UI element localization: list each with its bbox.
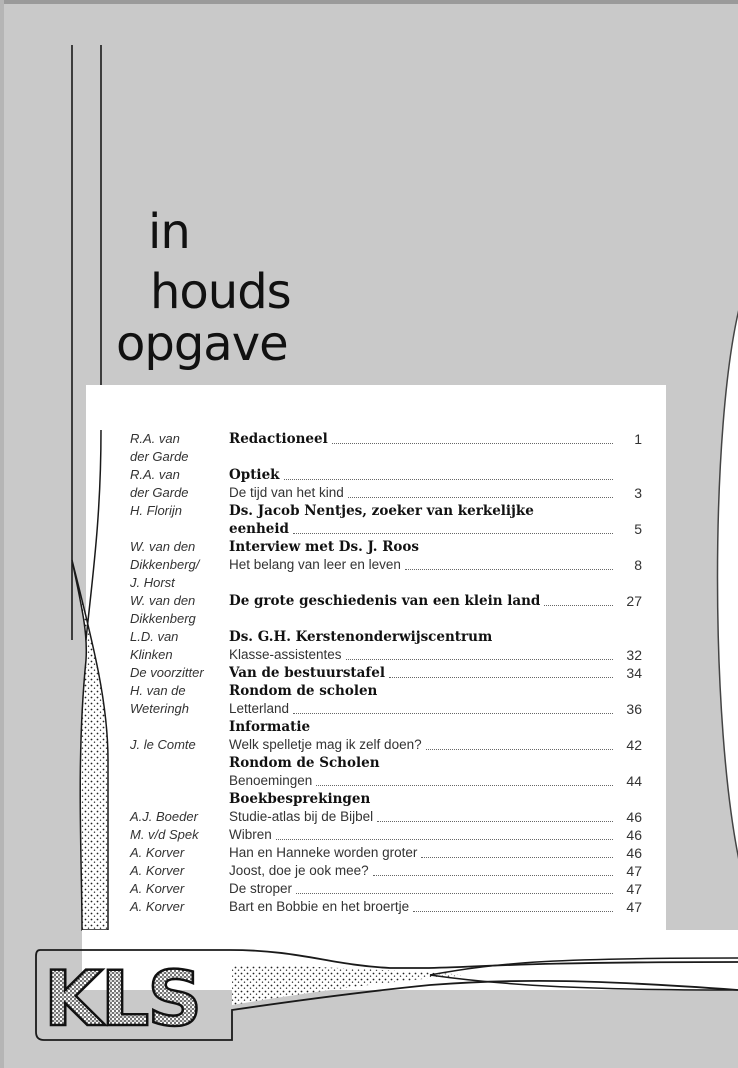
toc-row — [110, 520, 666, 538]
toc-author: A. Korver — [130, 899, 185, 914]
toc-entry-title: Redactioneel — [229, 431, 328, 447]
toc-page-number: 46 — [626, 809, 642, 825]
toc-entry-title: Optiek — [229, 467, 280, 483]
toc-row — [110, 592, 666, 610]
toc-entry — [229, 646, 613, 664]
toc-row — [110, 772, 666, 790]
toc-row — [110, 484, 666, 502]
dot-leader — [421, 856, 613, 858]
toc-page-number: 42 — [626, 737, 642, 753]
toc-row — [110, 682, 666, 700]
toc-entry — [229, 538, 613, 556]
toc-author: A.J. Boeder — [130, 809, 198, 824]
toc-author: R.A. van — [130, 431, 180, 446]
toc-row — [110, 628, 666, 646]
contents-panel — [110, 385, 666, 930]
toc-entry-title: De grote geschiedenis van een klein land — [229, 593, 541, 609]
toc-row — [110, 448, 666, 466]
dot-leader — [405, 568, 613, 570]
toc-entry — [229, 592, 613, 610]
toc-entry — [229, 736, 613, 754]
toc-row — [110, 538, 666, 556]
toc-row — [110, 898, 666, 916]
toc-row — [110, 862, 666, 880]
toc-row — [110, 430, 666, 448]
toc-page-number: 8 — [634, 557, 642, 573]
toc-row — [110, 844, 666, 862]
toc-entry — [229, 862, 613, 880]
toc-entry — [229, 754, 613, 772]
toc-entry-title: Ds. G.H. Kerstenonderwijscentrum — [229, 629, 493, 645]
toc-entry — [229, 898, 613, 916]
toc-page-number: 3 — [634, 485, 642, 501]
toc-page-number: 47 — [626, 881, 642, 897]
svg-text:KLS: KLS — [44, 954, 201, 1043]
dot-leader — [332, 442, 613, 444]
title-line-3: opgave — [116, 316, 288, 372]
dot-leader — [293, 532, 613, 534]
toc-entry-title: Joost, doe je ook mee? — [229, 863, 369, 878]
toc-page-number: 46 — [626, 827, 642, 843]
crescent-shape — [700, 305, 738, 865]
toc-author: J. Horst — [130, 575, 175, 590]
toc-entry — [229, 484, 613, 502]
toc-entry — [229, 808, 613, 826]
toc-entry-title: Welk spelletje mag ik zelf doen? — [229, 737, 422, 752]
toc-entry — [229, 718, 613, 736]
toc-entry-title: Bart en Bobbie en het broertje — [229, 899, 410, 914]
toc-entry-title: Interview met Ds. J. Roos — [229, 539, 420, 555]
dot-leader — [377, 820, 613, 822]
toc-page-number: 27 — [626, 593, 642, 609]
title-line-1: in — [148, 204, 190, 260]
toc-entry-title: Studie-atlas bij de Bijbel — [229, 809, 374, 824]
toc-author: J. le Comte — [130, 737, 196, 752]
toc-entry-title: Han en Hanneke worden groter — [229, 845, 418, 860]
toc-row — [110, 556, 666, 574]
toc-page-number: 44 — [626, 773, 642, 789]
toc-entry-title: Ds. Jacob Nentjes, zoeker van kerkelijke — [229, 503, 534, 519]
toc-entry-title: De stroper — [229, 881, 293, 896]
toc-row — [110, 574, 666, 592]
toc-entry — [229, 700, 613, 718]
toc-row — [110, 718, 666, 736]
toc-author: Dikkenberg/ — [130, 557, 200, 572]
toc-page-number: 47 — [626, 863, 642, 879]
toc-entry-title: Rondom de Scholen — [229, 755, 380, 771]
toc-entry — [229, 772, 613, 790]
toc-entry-title: Wibren — [229, 827, 272, 842]
toc-row — [110, 664, 666, 682]
dot-leader — [544, 604, 613, 606]
toc-row — [110, 790, 666, 808]
toc-author: L.D. van — [130, 629, 179, 644]
dot-leader — [293, 712, 613, 714]
toc-entry-title: Rondom de scholen — [229, 683, 378, 699]
toc-page-number: 34 — [626, 665, 642, 681]
toc-author: W. van den — [130, 539, 196, 554]
toc-entry — [229, 466, 613, 484]
toc-entry-title: Letterland — [229, 701, 290, 716]
toc-page-number: 1 — [634, 431, 642, 447]
dot-leader — [284, 478, 613, 480]
toc-page-number: 32 — [626, 647, 642, 663]
toc-entry — [229, 844, 613, 862]
toc-author: Klinken — [130, 647, 173, 662]
toc-row — [110, 646, 666, 664]
dot-leader — [346, 658, 613, 660]
toc-page-number: 46 — [626, 845, 642, 861]
toc-entry-title: Boekbesprekingen — [229, 791, 371, 807]
toc-entry-title: Klasse-assistentes — [229, 647, 342, 662]
toc-author: M. v/d Spek — [130, 827, 199, 842]
toc-author: Dikkenberg — [130, 611, 196, 626]
toc-page-number: 47 — [626, 899, 642, 915]
toc-row — [110, 880, 666, 898]
toc-author: H. van de — [130, 683, 186, 698]
toc-row — [110, 826, 666, 844]
toc-author: A. Korver — [130, 881, 185, 896]
toc-author: Weteringh — [130, 701, 190, 716]
toc-author: H. Florijn — [130, 503, 183, 518]
toc-row — [110, 754, 666, 772]
toc-entry-title: Informatie — [229, 719, 311, 735]
toc-entry — [229, 826, 613, 844]
dot-leader — [348, 496, 613, 498]
toc-row — [110, 502, 666, 520]
toc-author: De voorzitter — [130, 665, 204, 680]
toc-entry — [229, 682, 613, 700]
toc-entry-title: eenheid — [229, 521, 289, 537]
dot-leader — [389, 676, 613, 678]
toc-page-number: 5 — [634, 521, 642, 537]
toc-author: der Garde — [130, 485, 189, 500]
dot-leader — [276, 838, 613, 840]
toc-entry — [229, 664, 613, 682]
toc-entry-title: Het belang van leer en leven — [229, 557, 401, 572]
toc-row — [110, 466, 666, 484]
dot-leader — [316, 784, 613, 786]
toc-entry — [229, 556, 613, 574]
toc-entry — [229, 430, 613, 448]
toc-entry — [229, 502, 613, 520]
toc-author: W. van den — [130, 593, 196, 608]
toc-entry — [229, 880, 613, 898]
toc-row — [110, 736, 666, 754]
toc-page-number: 36 — [626, 701, 642, 717]
toc-entry — [229, 520, 613, 538]
title-line-2: houds — [150, 264, 291, 320]
dot-leader — [296, 892, 613, 894]
toc-author: A. Korver — [130, 863, 185, 878]
toc-row — [110, 700, 666, 718]
toc-entry — [229, 628, 613, 646]
toc-entry — [229, 790, 613, 808]
toc-row — [110, 610, 666, 628]
toc-row — [110, 808, 666, 826]
toc-entry-title: De tijd van het kind — [229, 485, 344, 500]
dot-leader — [426, 748, 613, 750]
toc-author: R.A. van — [130, 467, 180, 482]
toc-entry-title: Van de bestuurstafel — [229, 665, 385, 681]
toc-author: der Garde — [130, 449, 189, 464]
dot-leader — [413, 910, 613, 912]
dot-leader — [373, 874, 613, 876]
toc-author: A. Korver — [130, 845, 185, 860]
toc-entry-title: Benoemingen — [229, 773, 313, 788]
